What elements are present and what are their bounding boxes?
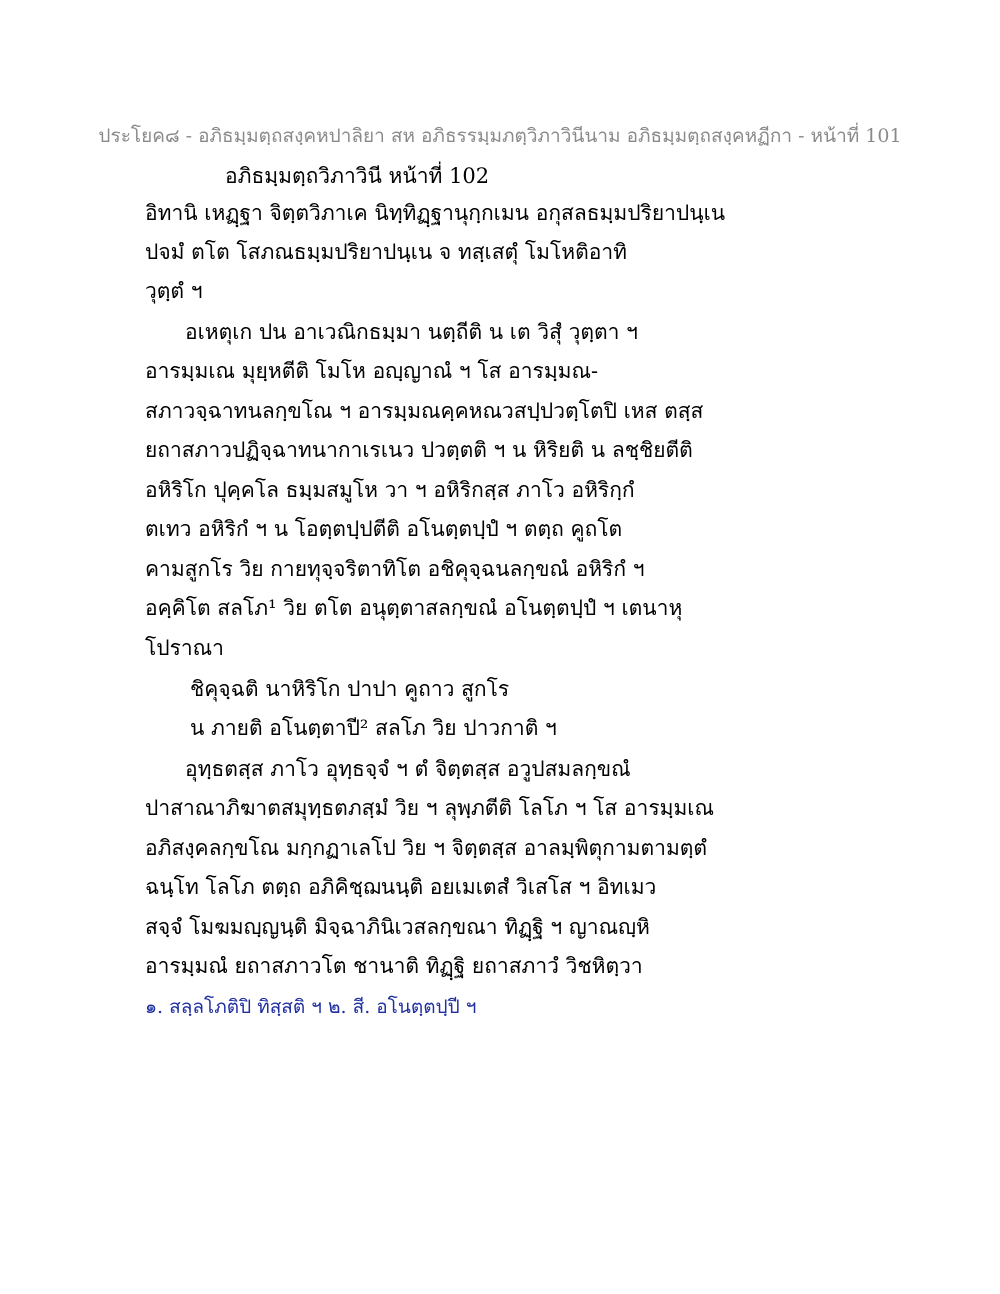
body-line: วุตฺตํ ฯ	[145, 279, 203, 303]
verse-line: น ภายติ อโนตฺตาปี² สลโภ วิย ปาวกาติ ฯ	[190, 716, 557, 740]
footnote: ๑. สลฺลโภติปิ ทิสฺสติ ฯ ๒. สี. อโนตฺตปฺปี ฯ	[145, 996, 477, 1018]
body-line: ปาสาณาภิฆาตสมุทฺธตภสฺมํ วิย ฯ ลุพฺภตีติ โลโภ ฯ โส อารมฺมเณ	[145, 796, 714, 820]
page-title: อภิธมฺมตฺถวิภาวินี หน้าที่ 102	[225, 164, 490, 188]
body-line: อารมฺมณํ ยถาสภาวโต ชานาติ ทิฏฺฐิ ยถาสภาวํ วิชหิตฺวา	[145, 954, 643, 978]
body-line: ยถาสภาวปฏิจฺฉาทนากาเรเนว ปวตฺตติ ฯ น หิริยติ น ลชฺชิยตีติ	[145, 438, 693, 462]
body-line: อิทานิ เหฏฺฐา จิตฺตวิภาเค นิทฺทิฏฺฐานุกฺกเมน อกุสลธมฺมปริยาปนฺเน	[145, 201, 726, 225]
body-line: สจฺจํ โมฆมญฺญนฺติ มิจฺฉาภินิเวสลกฺขณา ทิฏฺฐิ ฯ ญาณญฺหิ	[145, 915, 650, 939]
body-line: อหิริโก ปุคฺคโล ธมฺมสมูโห วา ฯ อหิริกสฺส ภาโว อหิริกฺกํ	[145, 478, 635, 502]
running-header: ประโยค๘ - อภิธมฺมตฺถสงฺคหปาลิยา สห อภิธรรมฺมภตฺวิภาวินีนาม อภิธมฺมตฺถสงฺคหฏีกา - หน้าที่ 101	[98, 125, 902, 147]
body-line: อุทฺธตสฺส ภาโว อุทฺธจฺจํ ฯ ตํ จิตฺตสฺส อวูปสมลกฺขณํ	[185, 757, 631, 781]
body-line: โปราณา	[145, 636, 224, 660]
body-line: อเหตุเก ปน อาเวณิกธมฺมา นตฺถีติ น เต วิสุํ วุตฺตา ฯ	[185, 320, 638, 344]
body-line: อคฺคิโต สลโภ¹ วิย ตโต อนุตฺตาสลกฺขณํ อโนตฺตปฺปํ ฯ เตนาหุ	[145, 596, 683, 620]
body-line: อภิสงฺคลกฺขโณ มกฺกฏาเลโป วิย ฯ จิตฺตสฺส อาลมฺพิตุกามตามตฺตํ	[145, 836, 708, 860]
body-line: คามสูกโร วิย กายทุจฺจริตาทิโต อชิคุจฺฉนลกฺขณํ อหิริกํ ฯ	[145, 557, 645, 581]
body-line: ปจมํ ตโต โสภณธมฺมปริยาปนฺเน จ ทสฺเสตุํ โมโหติอาทิ	[145, 240, 627, 264]
body-line: อารมฺมเณ มุยฺหตีติ โมโห อญฺญาณํ ฯ โส อารมฺมณ-	[145, 359, 599, 383]
body-line: ฉนฺโท โลโภ ตตฺถ อภิคิชฺฌนนฺติ อยเมเตสํ วิเสโส ฯ อิทเมว	[145, 875, 657, 899]
verse-line: ชิคุจฺฉติ นาหิริโก ปาปา คูถาว สูกโร	[190, 677, 510, 701]
body-line: ตเทว อหิริกํ ฯ น โอตฺตปฺปตีติ อโนตฺตปฺปํ ฯ ตตฺถ คูถโต	[145, 517, 623, 541]
body-line: สภาวจฺฉาทนลกฺขโณ ฯ อารมฺมณคฺคหณวสปฺปวตฺโตปิ เหส ตสฺส	[145, 399, 704, 423]
